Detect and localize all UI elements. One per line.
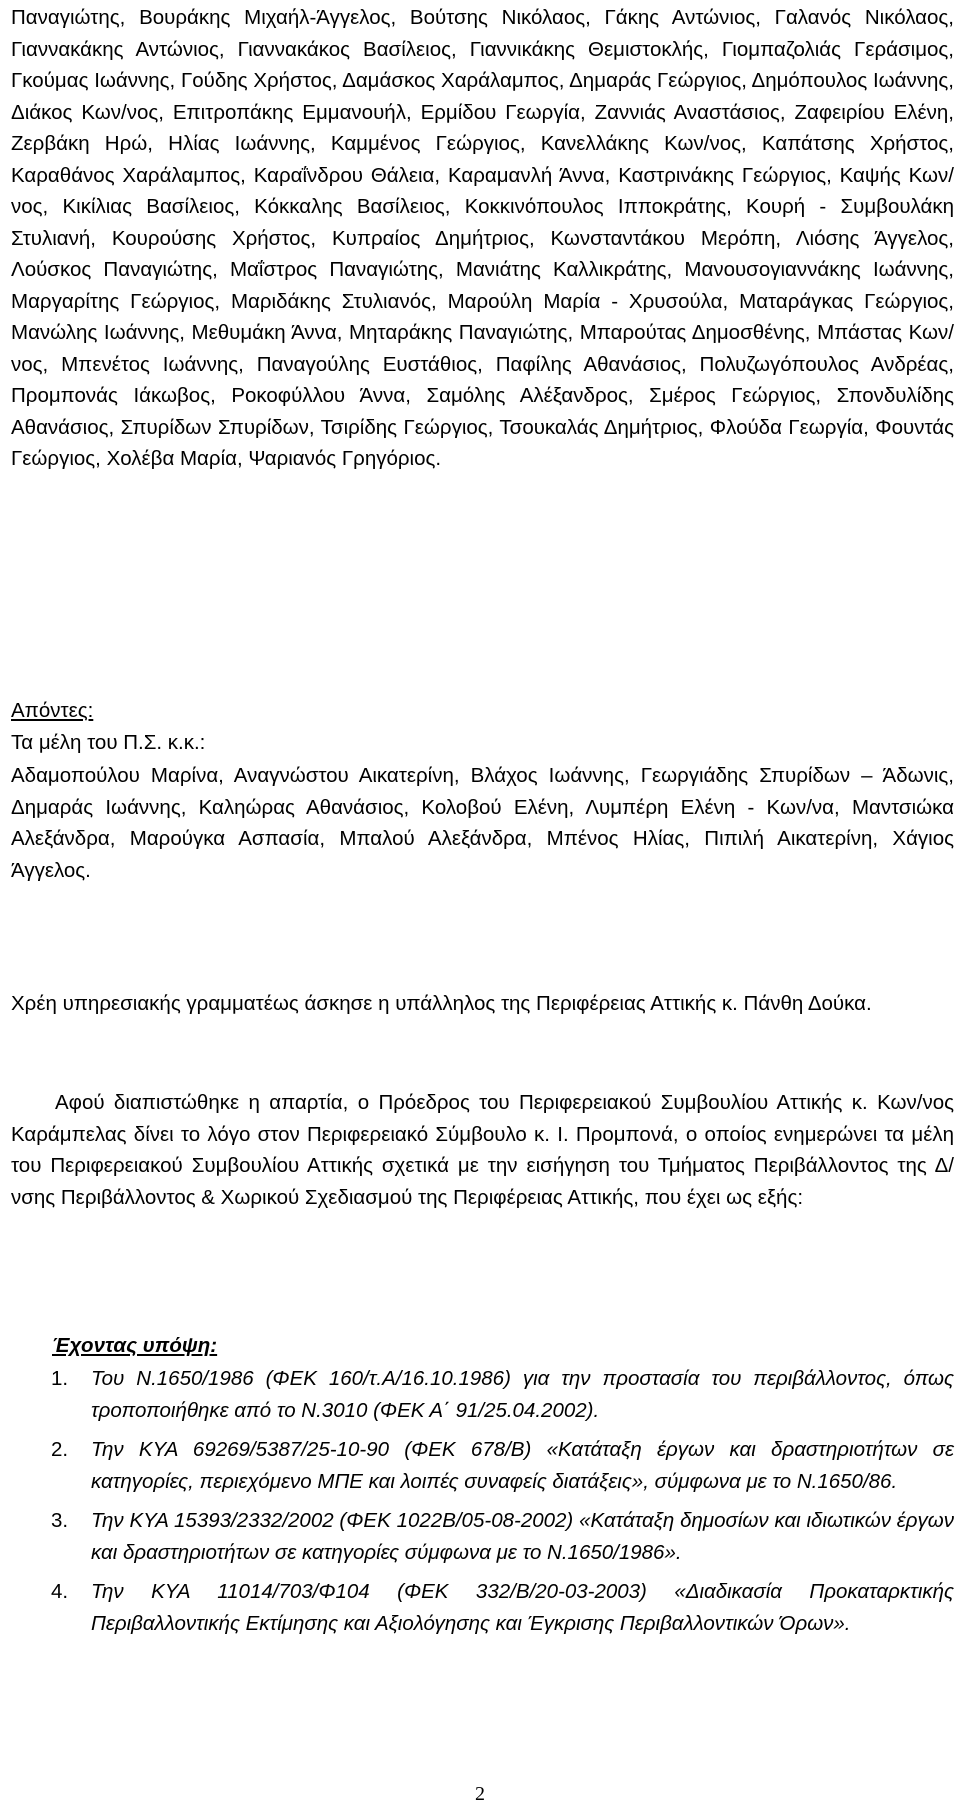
reference-number: 1. (51, 1367, 69, 1390)
reference-number: 2. (51, 1438, 69, 1461)
absent-heading: Απόντες: (11, 699, 94, 722)
page-number: 2 (475, 1783, 485, 1805)
reference-text: Την ΚΥΑ 15393/2332/2002 (ΦΕΚ 1022Β/05-08-2002) «Κατάταξη δημοσίων και ιδιωτικών έργων και δραστηριοτήτων σε κατηγορίες σύμφωνα με το Ν.1650/1986». (91, 1509, 954, 1564)
reference-item (11, 1576, 954, 1639)
reference-number: 4. (51, 1580, 69, 1603)
reference-text: Του Ν.1650/1986 (ΦΕΚ 160/τ.Α/16.10.1986) για την προστασία του περιβάλλοντος, όπως τροποποιήθηκε από το Ν.3010 (ΦΕΚ Α΄ 91/25.04.2002). (91, 1367, 954, 1422)
reference-text: Την ΚΥΑ 69269/5387/25-10-90 (ΦΕΚ 678/Β) «Κατάταξη έργων και δραστηριοτήτων σε κατηγορίες, περιεχόμενο ΜΠΕ και λοιπές συναφείς διατάξεις», σύμφωνα με το Ν.1650/86. (91, 1438, 954, 1493)
absent-members-paragraph: Αδαμοπούλου Μαρίνα, Αναγνώστου Αικατερίνη, Βλάχος Ιωάννης, Γεωργιάδης Σπυρίδων – Άδωνις, Δημαράς Ιωάννης, Καληώρας Αθανάσιος, Κολοβού Ελένη, Λυμπέρη Ελένη - Κων/να, Μαντσιώκα Αλεξάνδρα, Μαρούγκα Ασπασία, Μπαλού Αλεξάνδρα, Μπένος Ηλίας, Πιπιλή Αικατερίνη, Χάγιος Άγγελος. (11, 764, 954, 882)
references-list (11, 1363, 954, 1647)
attendees-present-paragraph: Παναγιώτης, Βουράκης Μιχαήλ-Άγγελος, Βούτσης Νικόλαος, Γάκης Αντώνιος, Γαλανός Νικόλαος, Γιαννακάκης Αντώνιος, Γιαννακάκος Βασίλειος, Γιαννικάκης Θεμιστοκλής, Γιομπαζολιάς Γεράσιμος, Γκούμας Ιωάννης, Γούδης Χρήστος, Δαμάσκος Χαράλαμπος, Δημαράς Γεώργιος, Δημόπουλος Ιωάννης, Διάκος Κων/νος, Επιτροπάκης Εμμανουήλ, Ερμίδου Γεωργία, Ζαννιάς Αναστάσιος, Ζαφειρίου Ελένη, Ζερβάκη Ηρώ, Ηλίας Ιωάννης, Καμμένος Γεώργιος, Κανελλάκης Κων/νος, Καπάτσης Χρήστος, Καραθάνος Χαράλαμπος, Καραΐνδρου Θάλεια, Καραμανλή Άννα, Καστρινάκης Γεώργιος, Καψής Κων/νος, Κικίλιας Βασίλειος, Κόκκαλης Βασίλειος, Κοκκινόπουλος Ιπποκράτης, Κουρή - Συμβουλάκη Στυλιανή, Κουρούσης Χρήστος, Κυπραίος Δημήτριος, Κωνσταντάκου Μερόπη, Λιόσης Άγγελος, Λούσκος Παναγιώτης, Μαΐστρος Παναγιώτης, Μανιάτης Καλλικράτης, Μανουσογιαννάκης Ιωάννης, Μαργαρίτης Γεώργιος, Μαριδάκης Στυλιανός, Μαρούλη Μαρία - Χρυσούλα, Ματαράγκας Γεώργιος, Μανώλης Ιωάννης, Μεθυμάκη Άννα, Μηταράκης Παναγιώτης, Μπαρούτας Δημοσθένης, Μπάστας Κων/νος, Μπενέτος Ιωάννης, Παναγούλης Ευστάθιος, Παφίλης Αθανάσιος, Πολυζωγόπουλος Ανδρέας, Προμπονάς Ιάκωβος, Ροκοφύλλου Άννα, Σαμόλης Αλέξανδρος, Σμέρος Γεώργιος, Σπονδυλίδης Αθανάσιος, Σπυρίδων Σπυρίδων, Τσιρίδης Γεώργιος, Τσουκαλάς Δημήτριος, Φλούδα Γεωργία, Φουντάς Γεώργιος, Χολέβα Μαρία, Ψαριανός Γρηγόριος. (11, 6, 954, 470)
reference-item (11, 1363, 954, 1426)
quorum-paragraph: Αφού διαπιστώθηκε η απαρτία, ο Πρόεδρος του Περιφερειακού Συμβουλίου Αττικής κ. Κων/νος Καράμπελας δίνει το λόγο στον Περιφερειακό Σύμβουλο κ. Ι. Προμπονά, ο οποίος ενημερώνει τα μέλη του Περιφερειακού Συμβουλίου Αττικής σχετικά με την εισήγηση του Τμήματος Περιβάλλοντος της Δ/νσης Περιβάλλοντος & Χωρικού Σχεδιασμού της Περιφέρειας Αττικής, που έχει ως εξής: (11, 1091, 954, 1209)
secretary-paragraph: Χρέη υπηρεσιακής γραμματέως άσκησε η υπάλληλος της Περιφέρειας Αττικής κ. Πάνθη Δούκα. (11, 992, 872, 1015)
considering-heading: Έχοντας υπόψη: (52, 1334, 218, 1357)
reference-item (11, 1434, 954, 1497)
reference-text: Την ΚΥΑ 11014/703/Φ104 (ΦΕΚ 332/Β/20-03-2003) «Διαδικασία Προκαταρκτικής Περιβαλλοντικής Εκτίμησης και Αξιολόγησης και Έγκρισης Περιβαλλοντικών Όρων». (91, 1580, 954, 1635)
reference-item (11, 1505, 954, 1568)
absent-members-heading: Τα μέλη του Π.Σ. κ.κ.: (11, 731, 206, 754)
reference-number: 3. (51, 1509, 69, 1532)
